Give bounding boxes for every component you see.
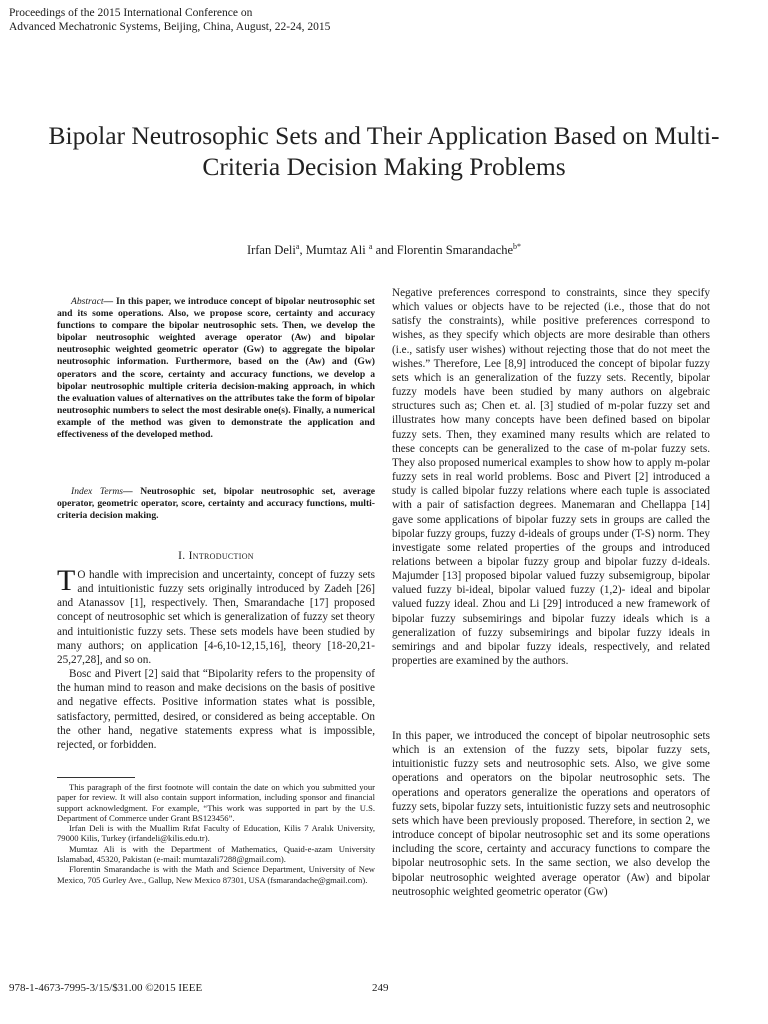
right-paragraph-1-text: Negative preferences correspond to constraints, since they specify which values or objects have to be rejected (i.e., those that do not satisfy the constraints), while positive preferences correspond to wishes, as they specify which objects are more desirable than others (i.e., satisfy user wishes) without rejecting those that do not meet the wishes.” Therefore, Lee [8,9] introduced the concept of bipolar fuzzy sets which is an generalization of the fuzzy sets. Recently, bipolar fuzzy models have been studied by many authors on algebraic structures such as; Chen et. al. [3] studied of m-polar fuzzy set and illustrates how many concepts have been defined based on bipolar fuzzy sets. Then, they examined many results which are related to these concepts can be generalized to the case of m-polar fuzzy sets. They also proposed numerical examples to show how to apply m-polar fuzzy sets in real world problems. Bosc and Pivert [2] introduced a study is called bipolar fuzzy relations where each tuple is associated with a pair of satisfaction degrees. Manemaran and Chellappa [14] gave some applications of bipolar fuzzy sets in groups are called the bipolar fuzzy groups, fuzzy d-ideals of groups under (T-S) norm. They investigate some related properties of the groups and introduced relations between a bipolar fuzzy group and bipolar fuzzy d-ideals. Majumder [13] proposed bipolar valued fuzzy subsemigroup, bipolar valued fuzzy bi-ideal, bipolar valued fuzzy (1,2)- ideal and bipolar valued fuzzy ideal. Zhou and Li [29] introduced a new framework of bipolar fuzzy subsemirings and bipolar fuzzy ideals which is a generalization of fuzzy subsemirings and bipolar fuzzy ideals in semirings and and bipolar fuzzy ideals, respectively, and related properties are examined by the authors. (392, 287, 710, 668)
author-1: Irfan Deli (246, 243, 296, 258)
footnote-2: Irfan Deli is with the Muallim Rıfat Faculty of Education, Kilis 7 Aralık University, 79000 Kilis, Turkey (irfandeli@kilis.edu.tr). (57, 823, 375, 844)
abstract-label: Abstract (71, 296, 104, 307)
footnotes (57, 782, 375, 885)
footnote-1: This paragraph of the first footnote will contain the date on which you submitted your paper for review. It will also contain support information, including sponsor and financial support acknowledgment. For example, “This work was supported in part by the U.S. Department of Commerce under Grant BS123456”. (57, 782, 375, 823)
section-heading (57, 550, 375, 562)
index-terms-text: — Neutrosophic set, bipolar neutrosophic set, average operator, geometric operator, score, certainty and accuracy functions, multi-criteria decision making. (57, 486, 375, 522)
author-1-affiliation: a (295, 242, 300, 251)
author-2-affiliation: a (368, 242, 373, 251)
paper-title: Bipolar Neutrosophic Sets and Their Application Based on Multi-Criteria Decision Making Problems (48, 121, 720, 181)
conference-line-2: Advanced Mechatronic Systems, Beijing, China, August, 22-24, 2015 (9, 21, 331, 33)
copyright-footer: 978-1-4673-7995-3/15/$31.00 ©2015 IEEE (9, 982, 203, 994)
footnote-4: Florentin Smarandache is with the Math and Science Department, University of New Mexico, 705 Gurley Ave., Gallup, New Mexico 87301, USA (fsmarandache@gmail.com). (57, 864, 375, 885)
index-terms (57, 486, 375, 522)
right-column-paragraph-1 (392, 286, 710, 668)
section-title: Introduction (188, 550, 254, 562)
footnote-divider (57, 777, 135, 778)
index-terms-label: Index Terms (71, 486, 124, 497)
page-number: 249 (372, 982, 389, 994)
conference-header (9, 6, 330, 34)
introduction-text (57, 564, 375, 752)
author-2: , Mumtaz Ali (299, 243, 369, 258)
conference-line-1: Proceedings of the 2015 International Conference on (9, 7, 253, 19)
intro-paragraph-1-text: O handle with imprecision and uncertainty, concept of fuzzy sets and intuitionistic fuzzy sets originally introduced by Zadeh [26] and Atanassov [1], respectively. Then, Smarandache [17] proposed concept of neutrosophic set which is generalization of fuzzy set theory and intuitionistic fuzzy sets. These sets models have been studied by many authors; on application [4-6,10-12,15,16], theory [18-20,21-25,27,28], and so on. (57, 569, 375, 666)
intro-paragraph-1 (57, 564, 375, 667)
author-3-affiliation: b* (513, 242, 522, 251)
abstract (57, 296, 375, 441)
intro-paragraph-2: Bosc and Pivert [2] said that “Bipolarity refers to the propensity of the human mind to reason and make decisions on the basis of positive and negative effects. Positive information states what is possible, satisfactory, permitted, desired, or considered as being acceptable. On the other hand, negative statements express what is impossible, rejected, or forbidden. (57, 668, 375, 751)
author-3: and Florentin Smarandache (375, 243, 514, 258)
section-number: I. (178, 550, 186, 562)
abstract-text: — In this paper, we introduce concept of bipolar neutrosophic set and its some operations. Also, we propose score, certainty and accuracy functions to compare the bipolar neutrosophic sets. Then, we develop the bipolar neutrosophic weighted average operator (Aw) and bipolar neutrosophic weighted geometric operator (Gw) to aggregate the bipolar neutrosophic information. Furthermore, based on the (Aw) and (Gw) operators and the score, certainty and accuracy functions, we develop a bipolar neutrosophic multiple criteria decision-making approach, in which the evaluation values of alternatives on the attributes take the form of bipolar neutrosophic numbers to select the most desirable one(s). Finally, a numerical example of the method was given to demonstrate the application and effectiveness of the developed method. (57, 296, 375, 441)
footnote-3: Mumtaz Ali is with the Department of Mathematics, Quaid-e-azam University Islamabad, 45320, Pakistan (e-mail: mumtazali7288@gmail.com). (57, 843, 375, 865)
drop-cap: T (57, 564, 76, 597)
right-paragraph-2-text: In this paper, we introduced the concept of bipolar neutrosophic sets which is an extension of the fuzzy sets, bipolar fuzzy sets, intuitionistic fuzzy sets and neutrosophic sets. Also, we give some operations and operators on the bipolar neutrosophic sets. The operations and operators generalize the operations and operators of fuzzy sets, bipolar fuzzy sets, intuitionistic fuzzy sets and neutrosophic sets which have been previously proposed. Therefore, in section 2, we introduce concept of bipolar neutrosophic set and its some operations including the score, certainty and accuracy functions to compare the bipolar neutrosophic sets. In the same section, we also develop the bipolar neutrosophic weighted average operator (Aw) and bipolar neutrosophic weighted geometric operator (Gw) (392, 730, 710, 898)
right-column-paragraph-2 (392, 729, 710, 899)
author-list (0, 239, 768, 258)
